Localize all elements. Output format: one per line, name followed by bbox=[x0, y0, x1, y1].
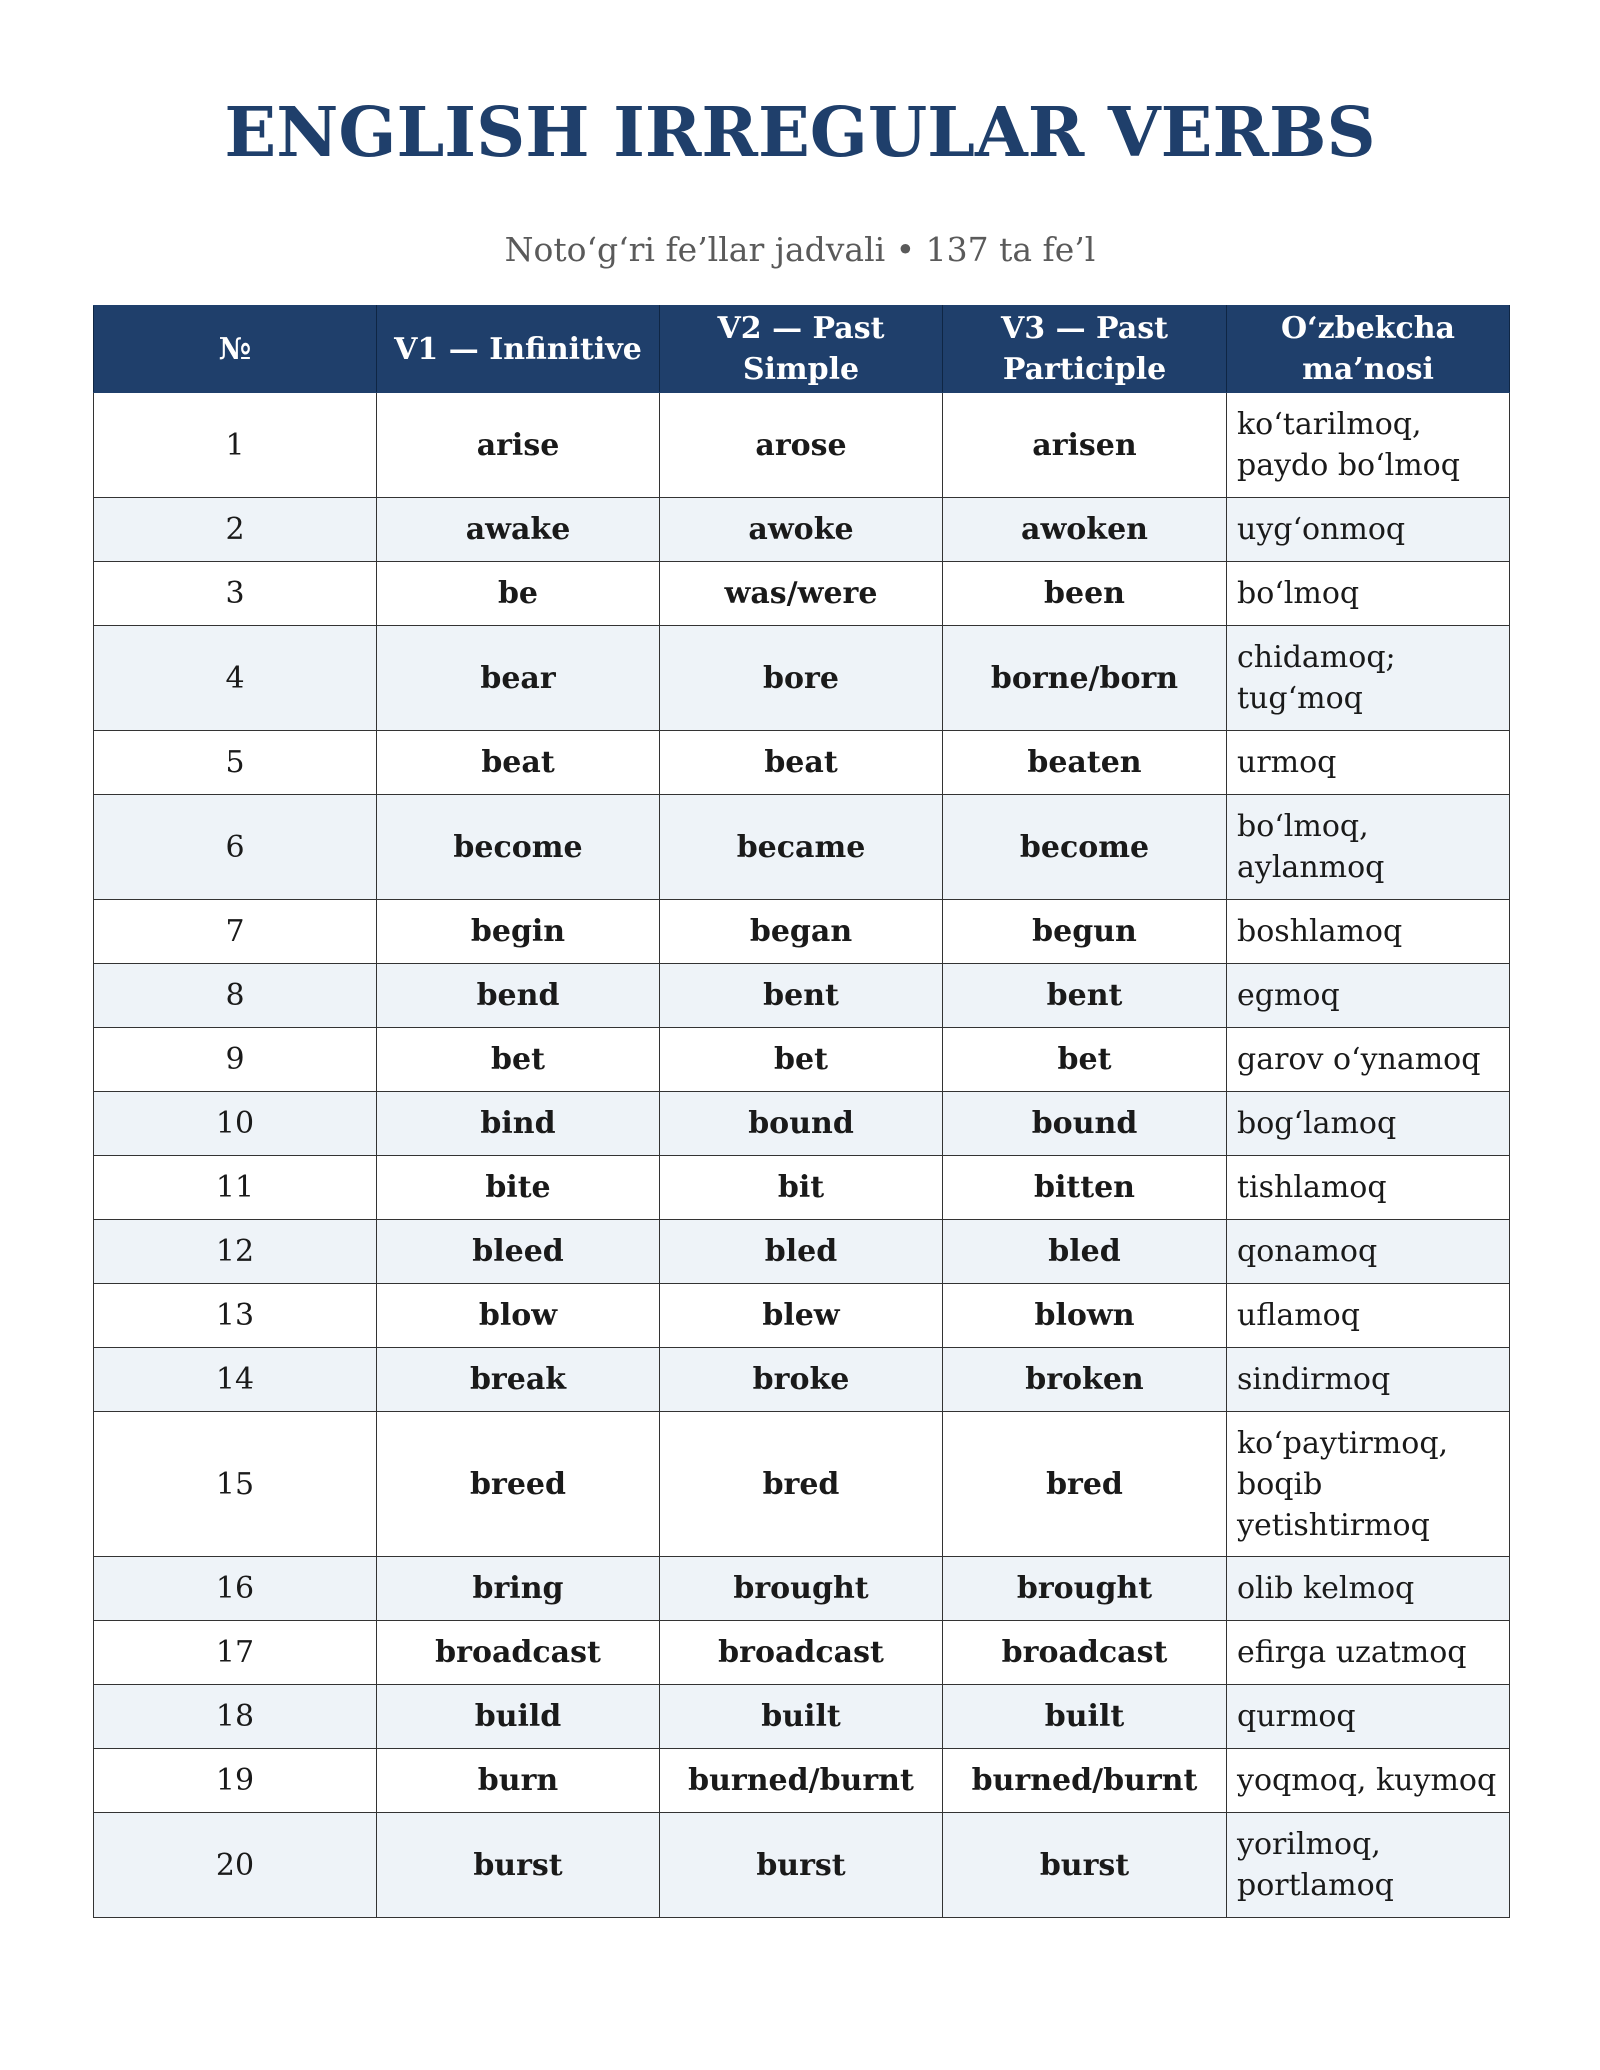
cell-v2: bit bbox=[660, 1156, 943, 1220]
cell-number: 2 bbox=[94, 498, 377, 562]
cell-v1: blow bbox=[377, 1284, 660, 1348]
column-header-meaning: O‘zbekcha ma’nosi bbox=[1227, 306, 1510, 393]
cell-v3: awoken bbox=[943, 498, 1227, 562]
cell-meaning: tishlamoq bbox=[1227, 1156, 1510, 1220]
cell-v3: become bbox=[943, 795, 1227, 900]
table-row bbox=[94, 1749, 1510, 1813]
cell-number: 10 bbox=[94, 1092, 377, 1156]
cell-v2: bent bbox=[660, 964, 943, 1028]
table-row bbox=[94, 1412, 1510, 1557]
cell-v2: broke bbox=[660, 1348, 943, 1412]
cell-number: 20 bbox=[94, 1813, 377, 1918]
cell-v1: bite bbox=[377, 1156, 660, 1220]
table-header bbox=[94, 306, 1510, 393]
cell-v2: built bbox=[660, 1685, 943, 1749]
cell-number: 17 bbox=[94, 1621, 377, 1685]
table-row bbox=[94, 900, 1510, 964]
cell-meaning: bog‘lamoq bbox=[1227, 1092, 1510, 1156]
table-row bbox=[94, 393, 1510, 498]
cell-v1: bet bbox=[377, 1028, 660, 1092]
table-row bbox=[94, 562, 1510, 626]
page-subtitle: Noto‘g‘ri fe’llar jadvali • 137 ta fe’l bbox=[504, 230, 1096, 269]
cell-meaning: qurmoq bbox=[1227, 1685, 1510, 1749]
cell-number: 12 bbox=[94, 1220, 377, 1284]
cell-meaning: egmoq bbox=[1227, 964, 1510, 1028]
cell-v1: be bbox=[377, 562, 660, 626]
cell-v1: build bbox=[377, 1685, 660, 1749]
cell-meaning: olib kelmoq bbox=[1227, 1557, 1510, 1621]
cell-number: 18 bbox=[94, 1685, 377, 1749]
table-row bbox=[94, 1557, 1510, 1621]
cell-v2: was/were bbox=[660, 562, 943, 626]
cell-v3: begun bbox=[943, 900, 1227, 964]
table-row bbox=[94, 1813, 1510, 1918]
cell-meaning: uyg‘onmoq bbox=[1227, 498, 1510, 562]
cell-v3: built bbox=[943, 1685, 1227, 1749]
cell-v2: burned/burnt bbox=[660, 1749, 943, 1813]
cell-v1: arise bbox=[377, 393, 660, 498]
cell-v1: bind bbox=[377, 1092, 660, 1156]
cell-v1: bleed bbox=[377, 1220, 660, 1284]
cell-v1: awake bbox=[377, 498, 660, 562]
cell-v3: bitten bbox=[943, 1156, 1227, 1220]
table-header-row bbox=[94, 306, 1510, 393]
cell-number: 7 bbox=[94, 900, 377, 964]
cell-number: 16 bbox=[94, 1557, 377, 1621]
cell-v1: bear bbox=[377, 626, 660, 731]
cell-v1: burn bbox=[377, 1749, 660, 1813]
cell-v3: broken bbox=[943, 1348, 1227, 1412]
cell-number: 6 bbox=[94, 795, 377, 900]
page-title: ENGLISH IRREGULAR VERBS bbox=[224, 93, 1376, 173]
table-row bbox=[94, 1028, 1510, 1092]
column-header-v1: V1 — Infinitive bbox=[377, 306, 660, 393]
cell-v1: break bbox=[377, 1348, 660, 1412]
cell-v3: blown bbox=[943, 1284, 1227, 1348]
cell-number: 13 bbox=[94, 1284, 377, 1348]
irregular-verbs-table bbox=[93, 305, 1510, 1918]
cell-v3: arisen bbox=[943, 393, 1227, 498]
cell-v2: blew bbox=[660, 1284, 943, 1348]
cell-number: 3 bbox=[94, 562, 377, 626]
cell-v3: bet bbox=[943, 1028, 1227, 1092]
table-row bbox=[94, 1284, 1510, 1348]
cell-meaning: bo‘lmoq, aylanmoq bbox=[1227, 795, 1510, 900]
cell-v2: became bbox=[660, 795, 943, 900]
cell-v3: brought bbox=[943, 1557, 1227, 1621]
cell-v2: bore bbox=[660, 626, 943, 731]
cell-v3: bred bbox=[943, 1412, 1227, 1557]
cell-v2: bound bbox=[660, 1092, 943, 1156]
table-row bbox=[94, 731, 1510, 795]
cell-meaning: uflamoq bbox=[1227, 1284, 1510, 1348]
cell-v3: burst bbox=[943, 1813, 1227, 1918]
cell-meaning: garov o‘ynamoq bbox=[1227, 1028, 1510, 1092]
cell-v3: bled bbox=[943, 1220, 1227, 1284]
cell-v1: become bbox=[377, 795, 660, 900]
cell-v2: began bbox=[660, 900, 943, 964]
cell-v2: brought bbox=[660, 1557, 943, 1621]
cell-meaning: qonamoq bbox=[1227, 1220, 1510, 1284]
column-header-v2: V2 — Past Simple bbox=[660, 306, 943, 393]
cell-number: 19 bbox=[94, 1749, 377, 1813]
cell-v3: borne/born bbox=[943, 626, 1227, 731]
cell-v2: arose bbox=[660, 393, 943, 498]
cell-meaning: ko‘paytirmoq, boqib yetishtirmoq bbox=[1227, 1412, 1510, 1557]
cell-number: 14 bbox=[94, 1348, 377, 1412]
cell-v3: broadcast bbox=[943, 1621, 1227, 1685]
cell-number: 9 bbox=[94, 1028, 377, 1092]
table-row bbox=[94, 795, 1510, 900]
cell-meaning: yoqmoq, kuymoq bbox=[1227, 1749, 1510, 1813]
table-row bbox=[94, 1092, 1510, 1156]
cell-v3: bound bbox=[943, 1092, 1227, 1156]
cell-meaning: efirga uzatmoq bbox=[1227, 1621, 1510, 1685]
cell-number: 8 bbox=[94, 964, 377, 1028]
cell-v2: broadcast bbox=[660, 1621, 943, 1685]
table-row bbox=[94, 964, 1510, 1028]
cell-v2: bet bbox=[660, 1028, 943, 1092]
column-header-number: № bbox=[94, 306, 377, 393]
table-row bbox=[94, 1220, 1510, 1284]
cell-meaning: yorilmoq, portlamoq bbox=[1227, 1813, 1510, 1918]
cell-v1: beat bbox=[377, 731, 660, 795]
cell-number: 1 bbox=[94, 393, 377, 498]
cell-v3: burned/burnt bbox=[943, 1749, 1227, 1813]
cell-number: 4 bbox=[94, 626, 377, 731]
cell-v2: burst bbox=[660, 1813, 943, 1918]
cell-v2: bled bbox=[660, 1220, 943, 1284]
cell-v3: beaten bbox=[943, 731, 1227, 795]
cell-number: 11 bbox=[94, 1156, 377, 1220]
cell-v2: bred bbox=[660, 1412, 943, 1557]
column-header-v3: V3 — Past Participle bbox=[943, 306, 1227, 393]
table-row bbox=[94, 626, 1510, 731]
cell-v1: broadcast bbox=[377, 1621, 660, 1685]
cell-number: 5 bbox=[94, 731, 377, 795]
cell-meaning: ko‘tarilmoq, paydo bo‘lmoq bbox=[1227, 393, 1510, 498]
table-row bbox=[94, 498, 1510, 562]
table-body bbox=[94, 393, 1510, 1918]
cell-meaning: urmoq bbox=[1227, 731, 1510, 795]
cell-meaning: sindirmoq bbox=[1227, 1348, 1510, 1412]
cell-v2: awoke bbox=[660, 498, 943, 562]
cell-meaning: chidamoq; tug‘moq bbox=[1227, 626, 1510, 731]
cell-v3: bent bbox=[943, 964, 1227, 1028]
table-row bbox=[94, 1156, 1510, 1220]
cell-v1: bend bbox=[377, 964, 660, 1028]
cell-v3: been bbox=[943, 562, 1227, 626]
cell-v1: breed bbox=[377, 1412, 660, 1557]
cell-number: 15 bbox=[94, 1412, 377, 1557]
cell-v1: bring bbox=[377, 1557, 660, 1621]
table-row bbox=[94, 1685, 1510, 1749]
table-row bbox=[94, 1348, 1510, 1412]
cell-meaning: bo‘lmoq bbox=[1227, 562, 1510, 626]
table-row bbox=[94, 1621, 1510, 1685]
cell-meaning: boshlamoq bbox=[1227, 900, 1510, 964]
cell-v1: begin bbox=[377, 900, 660, 964]
cell-v2: beat bbox=[660, 731, 943, 795]
cell-v1: burst bbox=[377, 1813, 660, 1918]
